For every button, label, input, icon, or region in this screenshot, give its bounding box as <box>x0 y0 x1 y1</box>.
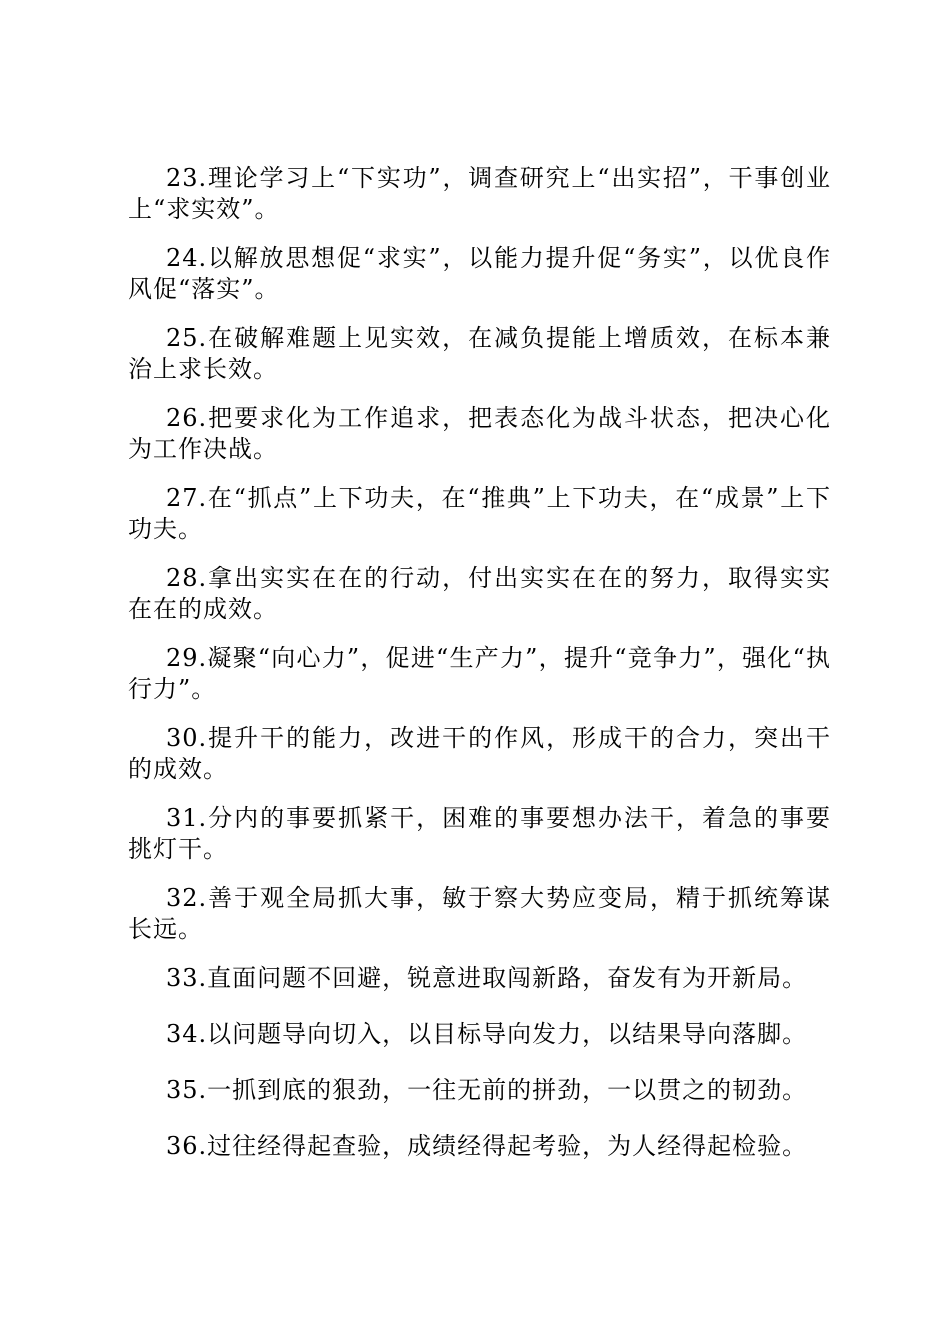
list-item-29: 29.凝聚“向心力”，促进“生产力”，提升“竞争力”，强化“执行力”。 <box>128 644 831 703</box>
list-item-31: 31.分内的事要抓紧干，困难的事要想办法干，着急的事要挑灯干。 <box>128 804 831 863</box>
list-item-30: 30.提升干的能力，改进干的作风，形成干的合力，突出干的成效。 <box>128 724 831 783</box>
document-body <box>128 163 831 1187</box>
list-item-24: 24.以解放思想促“求实”，以能力提升促“务实”，以优良作风促“落实”。 <box>128 244 831 303</box>
list-item-35: 35.一抓到底的狠劲，一往无前的拼劲，一以贯之的韧劲。 <box>166 1076 808 1104</box>
list-item-36: 36.过往经得起查验，成绩经得起考验，为人经得起检验。 <box>166 1132 808 1160</box>
list-item-33: 33.直面问题不回避，锐意进取闯新路，奋发有为开新局。 <box>166 964 808 992</box>
list-item-32: 32.善于观全局抓大事，敏于察大势应变局，精于抓统筹谋长远。 <box>128 884 831 943</box>
list-item-28: 28.拿出实实在在的行动，付出实实在在的努力，取得实实在在的成效。 <box>128 564 831 623</box>
list-item-27: 27.在“抓点”上下功夫，在“推典”上下功夫，在“成景”上下功夫。 <box>128 484 831 543</box>
list-item-25: 25.在破解难题上见实效，在减负提能上增质效，在标本兼治上求长效。 <box>128 324 831 383</box>
list-item-26: 26.把要求化为工作追求，把表态化为战斗状态，把决心化为工作决战。 <box>128 404 831 463</box>
list-item-23: 23.理论学习上“下实功”，调查研究上“出实招”，干事创业上“求实效”。 <box>128 164 831 223</box>
list-item-34: 34.以问题导向切入，以目标导向发力，以结果导向落脚。 <box>166 1020 808 1048</box>
